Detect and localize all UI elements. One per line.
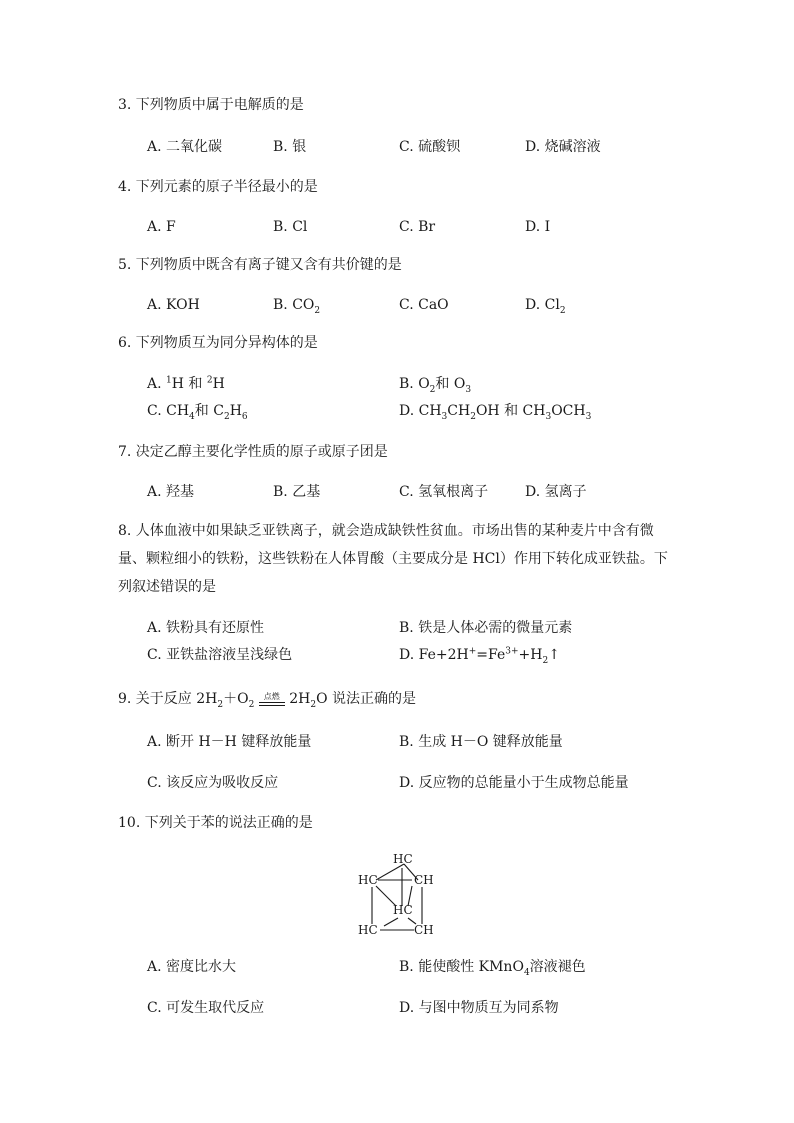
q10-stem: 10. 下列关于苯的说法正确的是 xyxy=(118,815,313,831)
q9-stem: 9. 关于反应 $2H_2+O_2$ 点燃 $2H_2O$ 说法正确的是 xyxy=(118,691,417,710)
atom-label-center: HC xyxy=(393,903,413,917)
q9-option-c: C. 该反应为吸收反应 xyxy=(147,775,279,791)
q6-option-a: A. $^1$H 和 $^2$H xyxy=(147,375,225,392)
q8-option-a: A. 铁粉具有还原性 xyxy=(147,620,265,636)
q4-option-d: D. I xyxy=(525,219,551,235)
q4-option-b: B. Cl xyxy=(273,219,308,235)
bond-line xyxy=(376,864,404,880)
q10-option-a: A. 密度比水大 xyxy=(147,959,237,975)
q3-option-c: C. 硫酸钡 xyxy=(399,139,461,155)
q7-option-c: C. 氢氧根离子 xyxy=(399,484,489,500)
q6-option-b: B. $O_2$和 $O_3$ xyxy=(399,376,472,395)
q3-option-a: A. 二氧化碳 xyxy=(147,139,223,155)
atom-label-bottom-right: CH xyxy=(414,923,434,937)
q4-option-c: C. Br xyxy=(399,219,436,235)
atom-label-bottom-left: HC xyxy=(358,923,378,937)
q9-option-b: B. 生成 H－O 键释放能量 xyxy=(399,734,563,750)
q6-stem: 6. 下列物质互为同分异构体的是 xyxy=(118,335,318,351)
atom-label-top: HC xyxy=(393,852,413,866)
q5-option-a: A. KOH xyxy=(147,297,200,313)
q10-option-c: C. 可发生取代反应 xyxy=(147,1000,265,1016)
prismane-structure-diagram xyxy=(352,848,442,940)
reaction-condition-arrow: 点燃 xyxy=(259,692,285,706)
atom-label-right: CH xyxy=(414,873,434,887)
q7-option-d: D. 氢离子 xyxy=(525,484,587,500)
q5-stem: 5. 下列物质中既含有离子键又含有共价键的是 xyxy=(118,257,402,273)
q4-stem: 4. 下列元素的原子半径最小的是 xyxy=(118,179,318,195)
q10-option-b: B. 能使酸性 KMnO$_4$溶液褪色 xyxy=(399,959,586,978)
q3-option-d: D. 烧碱溶液 xyxy=(525,139,601,155)
bond-line xyxy=(384,918,398,926)
q8-stem: 8. 人体血液中如果缺乏亚铁离子，就会造成缺铁性贫血。市场出售的某种麦片中含有微量、颗粒细小的铁粉，这些铁粉在人体胃酸（主要成分是 HCl）作用下转化成亚铁盐。下列叙述错误的是 xyxy=(118,523,668,595)
q8-option-b: B. 铁是人体必需的微量元素 xyxy=(399,620,573,636)
q8-option-d: D. $Fe+2H^+=Fe^{3+}+H_2↑$ xyxy=(399,646,560,666)
q9-option-a: A. 断开 H－H 键释放能量 xyxy=(147,734,312,750)
q3-option-b: B. 银 xyxy=(273,139,307,155)
q7-option-a: A. 羟基 xyxy=(147,484,195,500)
q7-option-b: B. 乙基 xyxy=(273,484,321,500)
q10-option-d: D. 与图中物质互为同系物 xyxy=(399,1000,559,1016)
q8-option-c: C. 亚铁盐溶液呈浅绿色 xyxy=(147,647,293,663)
q6-option-c: C. $CH_4$和 $C_2H_6$ xyxy=(147,403,248,422)
q4-option-a: A. F xyxy=(147,219,176,235)
q7-stem: 7. 决定乙醇主要化学性质的原子或原子团是 xyxy=(118,444,388,460)
q5-option-c: C. CaO xyxy=(399,297,449,313)
atom-label-left: HC xyxy=(358,873,378,887)
q6-option-d: D. $CH_3CH_2OH$ 和 $CH_3OCH_3$ xyxy=(399,403,592,422)
q5-option-b: B. $CO_2$ xyxy=(273,297,321,316)
q5-option-d: D. $Cl_2$ xyxy=(525,297,566,316)
q9-option-d: D. 反应物的总能量小于生成物总能量 xyxy=(399,775,629,791)
q3-stem: 3. 下列物质中属于电解质的是 xyxy=(118,97,304,113)
